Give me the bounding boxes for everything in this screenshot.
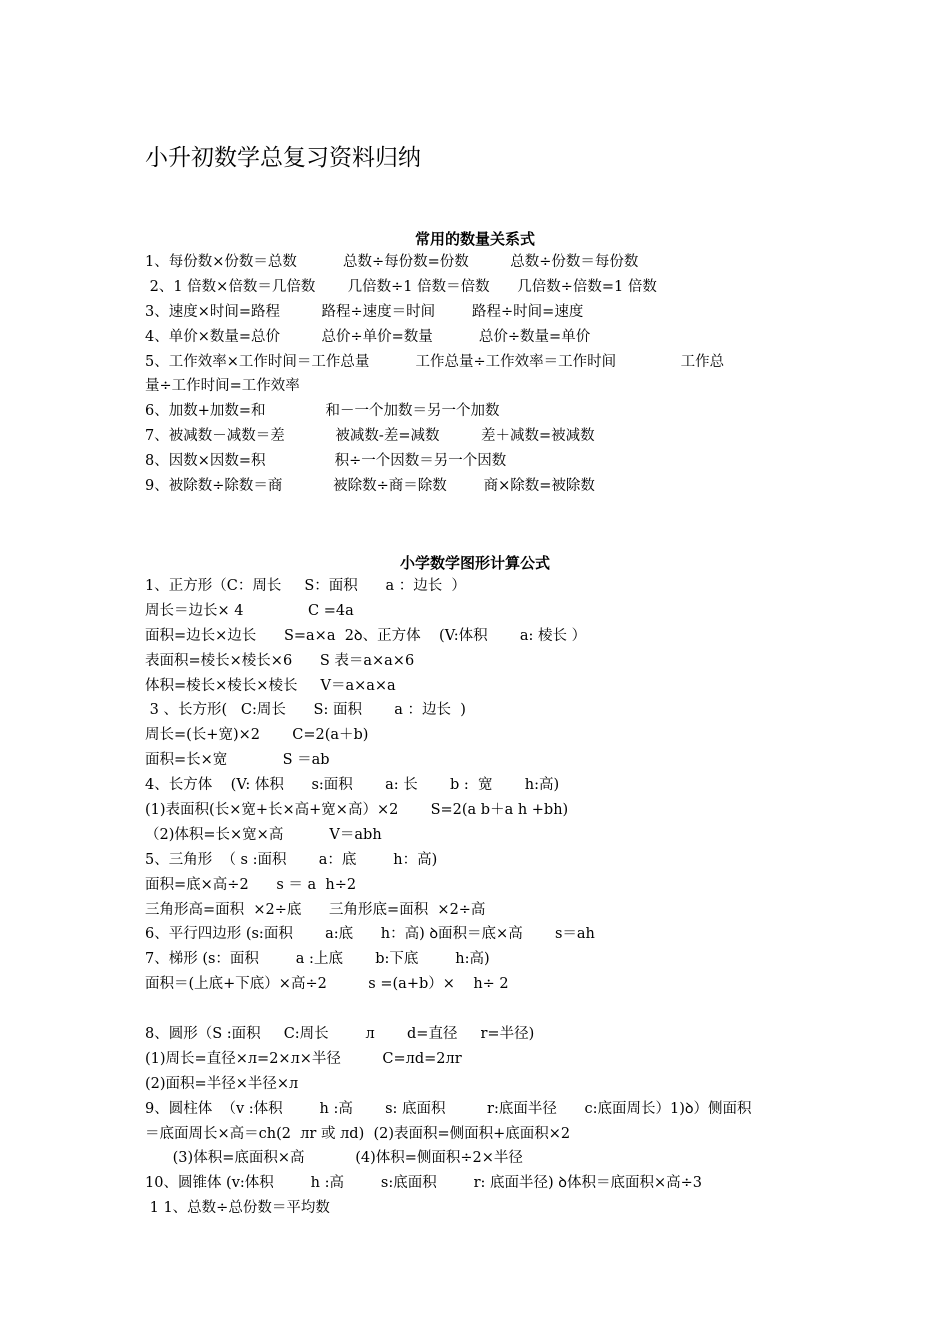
formula-line: 周长＝边长× 4 C =4a [145, 602, 354, 619]
formula-line: 面积=边长×边长 S=a×a 2ꝺ、正方体 (V:体积 a: 棱长 ） [145, 627, 587, 644]
formula-line: 6、加数+加数=和 和－一个加数＝另一个加数 [145, 403, 500, 420]
formula-line: 面积=底×高÷2 s ＝ a h÷2 [145, 876, 357, 893]
formula-line: 2、1 倍数×倍数＝几倍数 几倍数÷1 倍数＝倍数 几倍数÷倍数=1 倍数 [145, 278, 657, 295]
formula-line: (1)周长=直径×л=2×л×半径 C=лd=2лr [145, 1050, 462, 1067]
formula-line: (1)表面积(长×宽+长×高+宽×高）×2 S=2(a b＋a h +bh) [145, 802, 569, 819]
formula-line: ＝底面周长×高＝ch(2 лr 或 лd) (2)表面积=侧面积+底面积×2 [145, 1125, 571, 1142]
formula-line: 7、被减数－减数＝差 被减数-差=减数 差＋减数=被减数 [145, 428, 595, 445]
document-title: 小升初数学总复习资料归纳 [145, 145, 421, 171]
quantity-relations-list [145, 250, 815, 499]
formula-line: 1、每份数×份数＝总数 总数÷每份数=份数 总数÷份数＝每份数 [145, 254, 639, 270]
formula-line: 6、平行四边形 (s:面积 a:底 h：高) ꝺ面积＝底×高 s＝ah [145, 926, 595, 943]
formula-line [145, 997, 815, 1022]
formula-line: 8、因数×因数=积 积÷一个因数＝另一个因数 [145, 453, 507, 470]
formula-line: 表面积=棱长×棱长×6 S 表＝a×a×6 [145, 652, 415, 669]
formula-line: 8、圆形（S :面积 C:周长 л d=直径 r=半径) [145, 1026, 535, 1043]
section-title-quantity-relations: 常用的数量关系式 [414, 230, 535, 248]
formula-line: 4、单价×数量=总价 总价÷单价=数量 总价÷数量=单价 [145, 328, 591, 345]
formula-line: 1 1、总数÷总份数＝平均数 [145, 1200, 330, 1217]
formula-line: 7、梯形 (s：面积 a :上底 b:下底 h:高) [145, 951, 490, 968]
formula-line: 9、圆柱体 （v :体积 h :高 s: 底面积 r:底面半径 c:底面周长）1)ꝺ）侧面积 [145, 1100, 752, 1117]
formula-line: 周长=(长+宽)×2 C=2(a＋b) [145, 727, 369, 744]
formula-line: 面积＝(上底+下底）×高÷2 s =(a+b）× h÷ 2 [145, 976, 509, 993]
formula-line: (3)体积=底面积×高 (4)体积=侧面积÷2×半径 [145, 1150, 523, 1167]
formula-line: (2)面积=半径×半径×л [145, 1075, 299, 1092]
formula-line: 三角形高=面积 ×2÷底 三角形底=面积 ×2÷高 [145, 901, 486, 918]
geometry-formulas-list [145, 574, 815, 1221]
formula-line: 1、正方形（C：周长 S：面积 a ：边长 ） [145, 578, 466, 594]
formula-line: 9、被除数÷除数＝商 被除数÷商＝除数 商×除数=被除数 [145, 478, 595, 495]
formula-line: 面积=长×宽 S ＝ab [145, 752, 330, 769]
section-title-geometry-formulas: 小学数学图形计算公式 [399, 554, 550, 572]
formula-line: 4、长方体 (V: 体积 s:面积 a: 长 b : 宽 h:高) [145, 777, 560, 794]
formula-line: 3 、长方形( C:周长 S: 面积 a ：边长 ) [145, 702, 466, 719]
formula-line: （2)体积=长×宽×高 V＝abh [145, 826, 382, 843]
formula-line: 体积=棱长×棱长×棱长 V＝a×a×a [145, 677, 396, 694]
formula-line: 5、三角形 （ s :面积 a：底 h：高) [145, 851, 438, 868]
formula-line: 3、速度×时间=路程 路程÷速度＝时间 路程÷时间=速度 [145, 303, 584, 320]
formula-line: 5、工作效率×工作时间＝工作总量 工作总量÷工作效率＝工作时间 工作总 [145, 353, 725, 370]
formula-line: 量÷工作时间=工作效率 [145, 378, 300, 395]
formula-line: 10、圆锥体 (v:体积 h :高 s:底面积 r: 底面半径) ꝺ体积＝底面积×高÷3 [145, 1175, 702, 1192]
